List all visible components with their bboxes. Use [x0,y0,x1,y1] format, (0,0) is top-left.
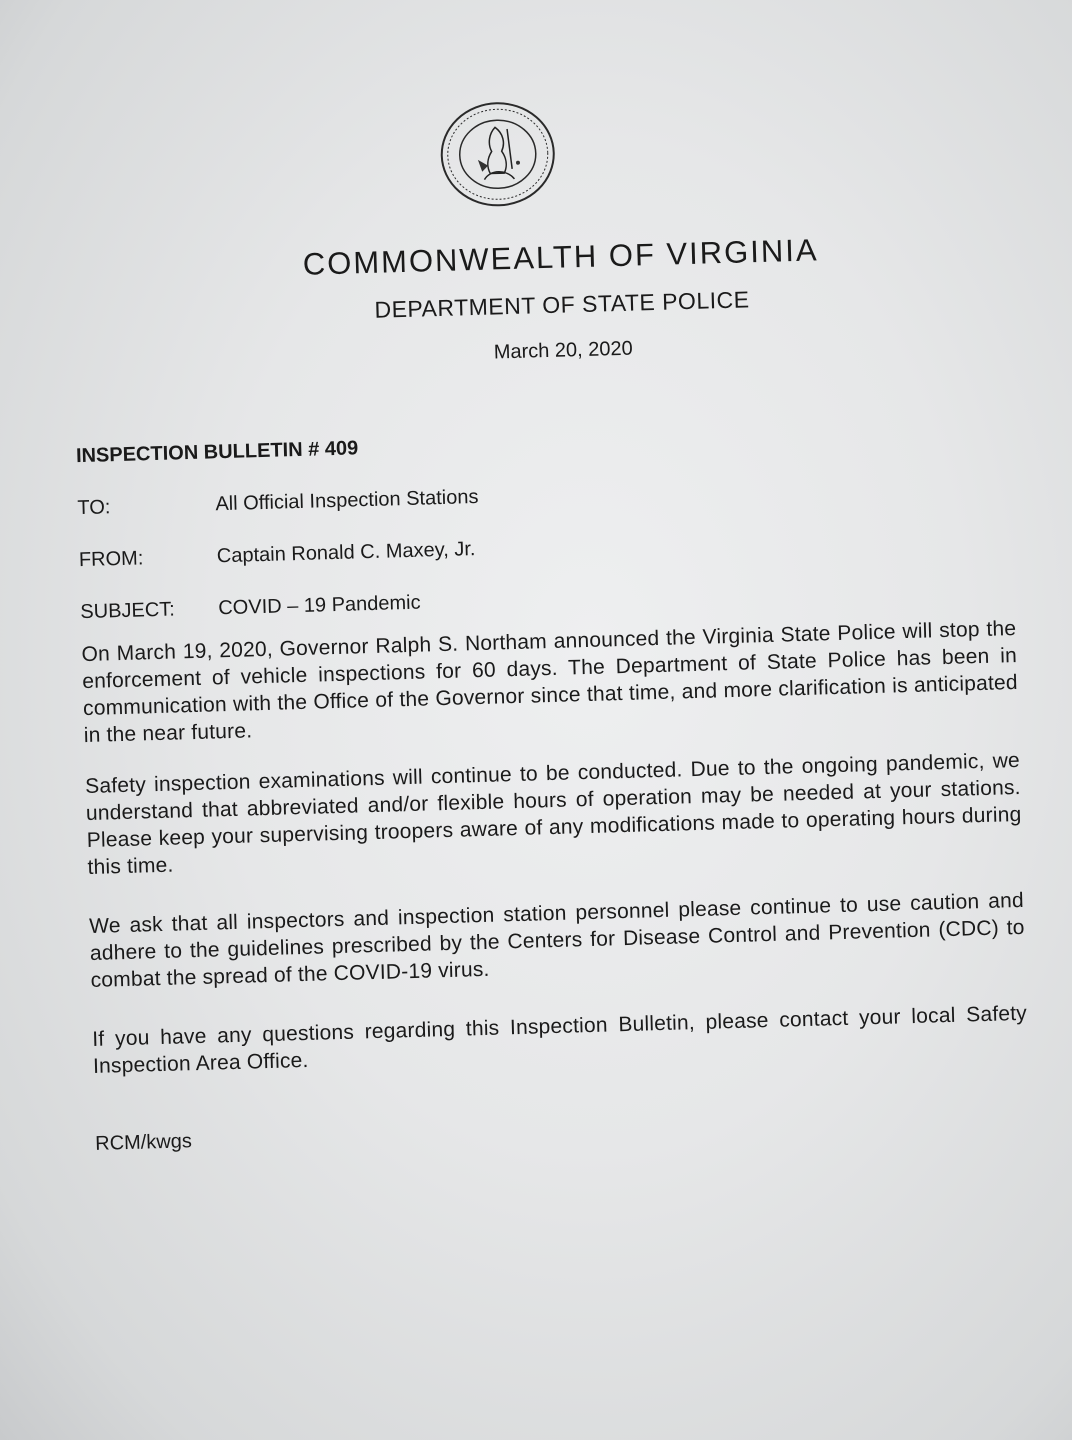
to-field [77,486,479,520]
body-paragraph-1: On March 19, 2020, Governor Ralph S. Northam announced the Virginia State Police will stop the enforcement of vehicle inspections for 60 days. The Department of State Police has been in communication with the Office of the Governor since that time, and more clarification is anticipated in the near future. [81,617,1019,748]
letter-date: March 20, 2020 [493,337,634,364]
to-label: TO: [77,496,111,520]
subject-value: COVID – 19 Pandemic [218,591,421,620]
body-paragraph-3: We ask that all inspectors and inspection station personnel please continue to use caution and adhere to the guidelines prescribed by the Centers for Disease Control and Prevention (CDC) to combat the spread of the COVID-19 virus. [88,888,1025,992]
bulletin-title: INSPECTION BULLETIN # 409 [75,437,359,468]
subject-label: SUBJECT: [80,598,176,624]
author-initials: RCM/kwgs [94,1130,193,1155]
from-label: FROM: [78,547,144,572]
letterhead-title: COMMONWEALTH OF VIRGINIA [302,232,819,282]
subject-field [80,592,421,624]
letterhead-department: DEPARTMENT OF STATE POLICE [374,286,750,323]
document [45,47,1062,1404]
from-value: Captain Ronald C. Maxey, Jr. [216,538,476,568]
to-value: All Official Inspection Stations [215,485,479,516]
body-paragraph-2: Safety inspection examinations will continue to be conducted. Due to the ongoing pandemic, we understand that abbreviated and/or flexible hours of operation may be needed at your stations. Please keep your supervising troopers aware of any modifications made to operating hours during this time. [84,748,1022,880]
from-field [79,538,476,572]
body-paragraph-4: If you have any questions regarding this Inspection Bulletin, please contact your local Safety Inspection Area Office. [91,1001,1028,1078]
state-seal-icon [436,98,559,211]
